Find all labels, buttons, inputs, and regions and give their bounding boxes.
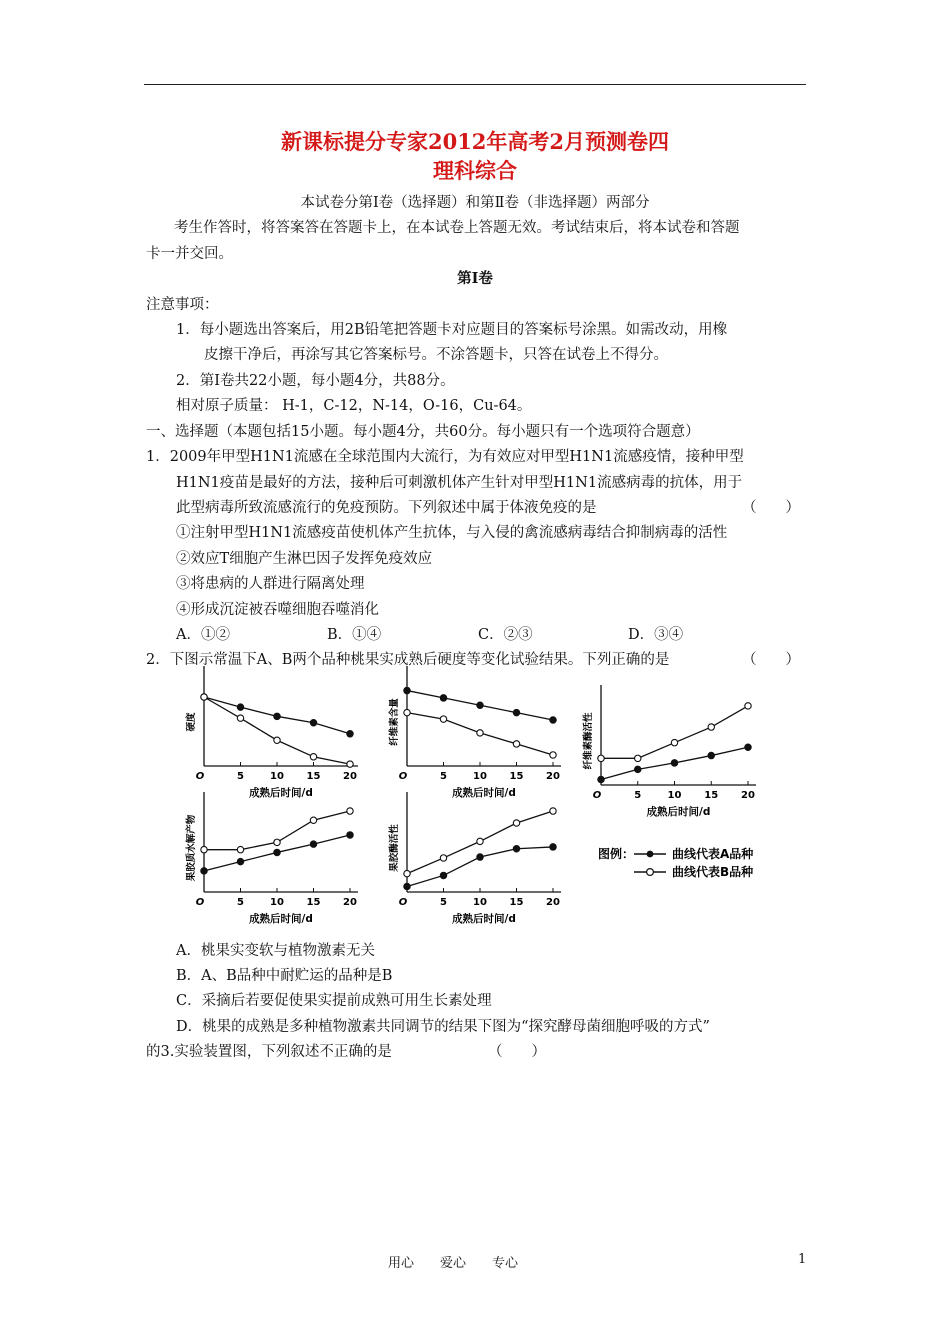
q1-answer-paren: （ ） bbox=[742, 500, 800, 516]
data-point-a bbox=[274, 849, 280, 855]
data-point-b bbox=[274, 839, 280, 845]
data-point-a bbox=[347, 832, 353, 838]
data-point-b bbox=[550, 808, 556, 814]
x-tick-label: O bbox=[398, 771, 408, 782]
x-tick-label: 20 bbox=[343, 771, 357, 782]
q1-option-d: D．③④ bbox=[628, 627, 684, 643]
x-axis-label: 成熟后时间/d bbox=[646, 806, 711, 818]
legend-text-a: 曲线代表A品种 bbox=[672, 847, 754, 861]
x-tick-label: O bbox=[195, 897, 205, 908]
x-tick-label: 15 bbox=[306, 897, 321, 908]
data-point-b bbox=[477, 838, 483, 844]
data-point-b bbox=[310, 817, 316, 823]
x-tick-label: 20 bbox=[343, 897, 357, 908]
data-point-a bbox=[477, 702, 483, 708]
legend-label: 图例： bbox=[598, 847, 635, 861]
x-tick-label: 5 bbox=[440, 771, 447, 782]
notice-item-2: 2．第Ⅰ卷共22小题，每小题4分，共88分。 bbox=[176, 373, 455, 389]
x-tick-label: 10 bbox=[270, 897, 284, 908]
data-point-a bbox=[745, 744, 751, 750]
q1-line-1: 1．2009年甲型H1N1流感在全球范围内大流行，为有效应对甲型H1N1流感疫情，接种甲型 bbox=[146, 449, 744, 465]
q2-option-d: D．桃果的成熟是多种植物激素共同调节的结果下图为“探究酵母菌细胞呼吸的方式” bbox=[176, 1019, 710, 1035]
data-point-a bbox=[598, 776, 604, 782]
data-point-b bbox=[513, 741, 519, 747]
data-point-b bbox=[201, 694, 207, 700]
data-point-a bbox=[550, 844, 556, 850]
chart-5 bbox=[388, 792, 561, 925]
page-number: 1 bbox=[798, 1252, 807, 1267]
y-axis-label: 纤维素酶活性 bbox=[583, 712, 594, 770]
chart-3 bbox=[582, 685, 756, 818]
x-tick-label: 15 bbox=[509, 771, 524, 782]
q1-statement-4: ④形成沉淀被吞噬细胞吞噬消化 bbox=[176, 602, 379, 618]
notice-label: 注意事项： bbox=[146, 297, 219, 313]
data-point-b bbox=[635, 755, 641, 761]
data-point-b bbox=[310, 754, 316, 760]
x-tick-label: 20 bbox=[546, 897, 560, 908]
x-tick-label: 15 bbox=[704, 790, 719, 801]
legend-text-b: 曲线代表B品种 bbox=[672, 865, 754, 879]
data-point-b bbox=[237, 846, 243, 852]
x-axis-label: 成熟后时间/d bbox=[249, 913, 313, 925]
x-axis-label: 成熟后时间/d bbox=[452, 787, 516, 799]
q1-line-3: 此型病毒所致流感流行的免疫预防。下列叙述中属于体液免疫的是 bbox=[176, 500, 597, 516]
series-line-b bbox=[204, 697, 350, 764]
intro-split: 本试卷分第Ⅰ卷（选择题）和第Ⅱ卷（非选择题）两部分 bbox=[300, 195, 650, 211]
y-axis-label: 果胶质水解产物 bbox=[186, 814, 197, 882]
section-heading: 第Ⅰ卷 bbox=[457, 270, 493, 287]
data-point-a bbox=[347, 731, 353, 737]
chart-legend bbox=[598, 846, 753, 879]
q1-option-c: C．②③ bbox=[478, 627, 533, 643]
chart-2 bbox=[388, 666, 561, 799]
data-point-b bbox=[201, 846, 207, 852]
data-point-a bbox=[237, 858, 243, 864]
data-point-b bbox=[598, 755, 604, 761]
data-point-a bbox=[310, 720, 316, 726]
q2-option-a: A．桃果实变软与植物激素无关 bbox=[176, 943, 375, 959]
x-axis-label: 成熟后时间/d bbox=[249, 787, 313, 799]
data-point-b bbox=[513, 820, 519, 826]
x-tick-label: 10 bbox=[667, 790, 682, 801]
data-point-b bbox=[477, 730, 483, 736]
data-point-b bbox=[274, 737, 280, 743]
legend-marker-a bbox=[647, 851, 654, 858]
data-point-b bbox=[404, 870, 410, 876]
data-point-b bbox=[745, 703, 751, 709]
series-line-b bbox=[601, 706, 748, 758]
q1-statement-1: ①注射甲型H1N1流感疫苗使机体产生抗体，与入侵的禽流感病毒结合抑制病毒的活性 bbox=[176, 525, 728, 541]
x-tick-label: 10 bbox=[473, 897, 487, 908]
q1-statement-2: ②效应T细胞产生淋巴因子发挥免疫效应 bbox=[176, 551, 433, 567]
data-point-a bbox=[440, 872, 446, 878]
data-point-b bbox=[708, 724, 714, 730]
q2-answer-paren: （ ） bbox=[742, 652, 800, 668]
q1-option-b: B．①④ bbox=[327, 627, 382, 643]
data-point-a bbox=[477, 854, 483, 860]
notice-item-1-line-2: 皮擦干净后，再涂写其它答案标号。不涂答题卡，只答在试卷上不得分。 bbox=[204, 347, 668, 363]
x-tick-label: 15 bbox=[509, 897, 524, 908]
x-tick-label: 10 bbox=[270, 771, 284, 782]
q2-line-1: 2．下图示常温下A、B两个品种桃果实成熟后硬度等变化试验结果。下列正确的是 bbox=[146, 652, 670, 668]
x-tick-label: 20 bbox=[546, 771, 560, 782]
data-point-a bbox=[513, 709, 519, 715]
x-tick-label: O bbox=[195, 771, 205, 782]
data-point-b bbox=[347, 761, 353, 767]
chart-4 bbox=[185, 792, 358, 925]
data-point-a bbox=[440, 695, 446, 701]
page-subtitle: 理科综合 bbox=[433, 158, 517, 183]
intro-line-2: 卡一并交回。 bbox=[146, 246, 233, 262]
x-tick-label: 5 bbox=[440, 897, 447, 908]
y-axis-label: 果胶酶活性 bbox=[389, 824, 400, 872]
data-point-a bbox=[274, 713, 280, 719]
q2-option-c: C．采摘后若要促使果实提前成熟可用生长素处理 bbox=[176, 993, 492, 1009]
data-point-a bbox=[404, 883, 410, 889]
data-point-a bbox=[513, 846, 519, 852]
x-tick-label: O bbox=[398, 897, 408, 908]
page-title: 新课标提分专家2012年高考2月预测卷四 bbox=[280, 129, 670, 154]
data-point-a bbox=[635, 766, 641, 772]
intro-line-1: 考生作答时，将答案答在答题卡上，在本试卷上答题无效。考试结束后，将本试卷和答题 bbox=[174, 220, 740, 236]
q1-statement-3: ③将患病的人群进行隔离处理 bbox=[176, 576, 365, 592]
x-tick-label: O bbox=[592, 790, 602, 801]
part-one-heading: 一、选择题（本题包括15小题。每小题4分，共60分。每小题只有一个选项符合题意） bbox=[146, 424, 700, 440]
data-point-a bbox=[201, 868, 207, 874]
notice-item-1-line-1: 1．每小题选出答案后，用2B铅笔把答题卡对应题目的答案标号涂黑。如需改动，用橡 bbox=[176, 322, 728, 338]
legend-marker-b bbox=[647, 869, 654, 876]
data-point-a bbox=[671, 760, 677, 766]
data-point-a bbox=[310, 841, 316, 847]
q3-answer-paren: （ ） bbox=[488, 1044, 546, 1060]
atomic-mass: 相对原子质量： H-1，C-12，N-14，O-16，Cu-64。 bbox=[176, 398, 532, 414]
data-point-b bbox=[404, 709, 410, 715]
chart-1 bbox=[185, 666, 358, 799]
data-point-a bbox=[550, 717, 556, 723]
footer-text: 用心 爱心 专心 bbox=[388, 1256, 519, 1271]
y-axis-label: 硬度 bbox=[186, 712, 197, 732]
x-tick-label: 5 bbox=[634, 790, 642, 801]
q2-option-b: B．A、B品种中耐贮运的品种是B bbox=[176, 968, 393, 984]
data-point-a bbox=[404, 687, 410, 693]
data-point-b bbox=[347, 808, 353, 814]
data-point-a bbox=[237, 704, 243, 710]
data-point-b bbox=[671, 739, 677, 745]
x-axis-label: 成熟后时间/d bbox=[452, 913, 516, 925]
q1-option-a: A．①② bbox=[176, 627, 230, 643]
data-point-b bbox=[550, 752, 556, 758]
y-axis-label: 纤维素含量 bbox=[389, 698, 400, 746]
q3-line: 的3.实验装置图，下列叙述不正确的是 bbox=[146, 1044, 392, 1060]
x-tick-label: 5 bbox=[237, 771, 244, 782]
x-tick-label: 5 bbox=[237, 897, 244, 908]
q1-line-2: H1N1疫苗是最好的方法，接种后可刺激机体产生针对甲型H1N1流感病毒的抗体，用于 bbox=[176, 475, 743, 491]
x-tick-label: 10 bbox=[473, 771, 487, 782]
data-point-b bbox=[440, 716, 446, 722]
x-tick-label: 20 bbox=[741, 790, 755, 801]
data-point-a bbox=[708, 752, 714, 758]
series-line-a bbox=[407, 847, 553, 887]
data-point-b bbox=[237, 715, 243, 721]
data-point-b bbox=[440, 855, 446, 861]
x-tick-label: 15 bbox=[306, 771, 321, 782]
